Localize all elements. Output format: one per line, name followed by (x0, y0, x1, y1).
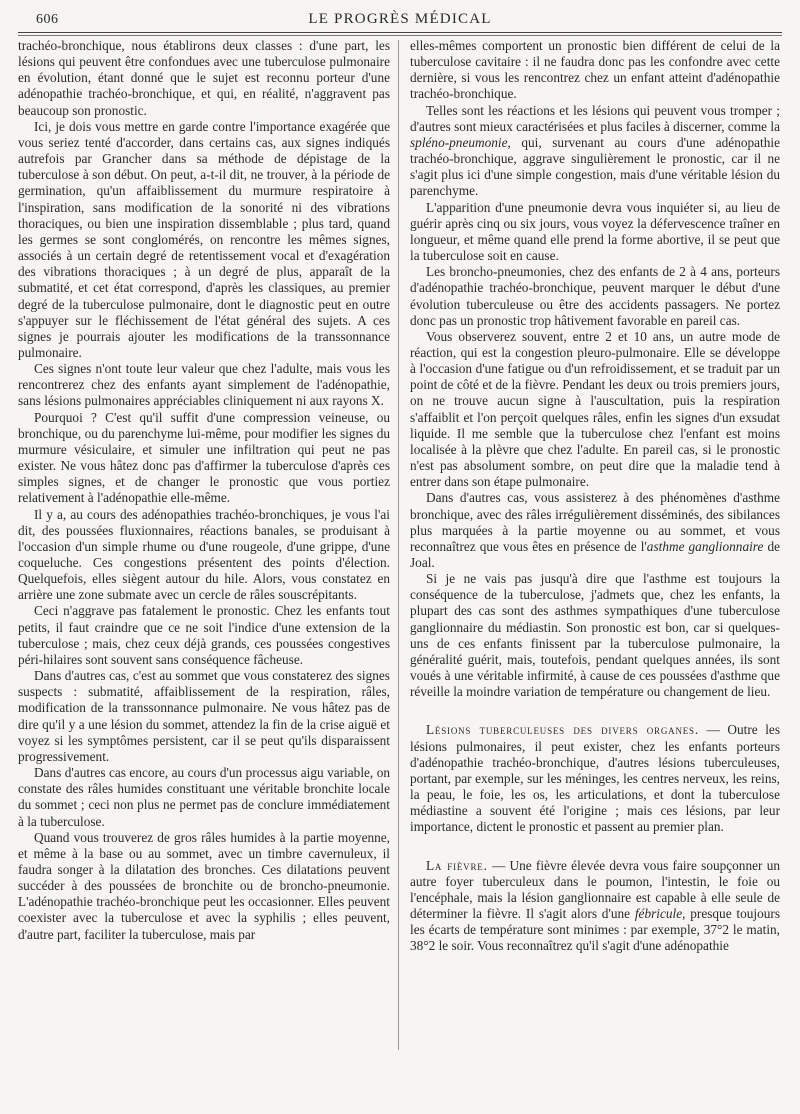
text: , qui, survenant au cours d'une adénopathie trachéo-bronchique, aggrave singulièrement le pronostic, car il ne s'agit plus ici d'une simple congestion, mais d'une véritable lésion du parenchyme. (410, 134, 780, 199)
text: — Outre les lésions pulmonaires, il peut exister, chez les enfants porteurs d'adénopathie trachéo-bronchique, d'autres lésions tuberculeuses, portant, par exemple, sur les méninges, les centres nerveux, les reins, la peau, le foie, les os, les articulations, et dont la tuberculose médiastine a souvent été l'origine ; mais ces lésions, par leur importance, dictent le pronostic et passent au premier plan. (410, 722, 780, 835)
page-number: 606 (36, 12, 59, 27)
paragraph: Les broncho-pneumonies, chez des enfants de 2 à 4 ans, porteurs d'adénopathie trachéo-bronchique, peuvent marquer le début d'une évolution tuberculeuse ou être des accidents passagers. Ne portez donc pas un pronostic trop hâtivement favorable en pareil cas. (410, 264, 780, 328)
section-heading: Lésions tuberculeuses des divers organes. (426, 722, 699, 738)
paragraph: Ici, je dois vous mettre en garde contre l'importance exagérée que vous seriez tenté d'accorder, dans certains cas, aux signes indiqués autrefois par Grancher dans sa méthode de dépistage de la tuberculose à son début. On peut, a-t-il dit, ne trouver, à la période de germination, qu'un affaiblissement du murmure respiratoire à l'inspiration, sans modification de la sonorité ni des vibrations thoraciques, ou bien une inspiration dissemblable ; plus tard, quand les germes se sont conglomérés, on rencontre les mêmes signes, associés à un certain degré de retentissement vocal et d'exagération des vibrations thoraciques ; à un degré de plus, apparaît de la submatité, et cet état correspond, d'après les classiques, au premier degré de la tuberculose pulmonaire, dont le diagnostic peut en outre s'appuyer sur le fléchissement de l'état général des sujets. A ces signes je pourrais ajouter les modifications de la transsonnance pulmonaire. (18, 118, 390, 360)
header-rule (18, 35, 782, 36)
right-column (410, 38, 780, 954)
section-paragraph (410, 858, 780, 955)
paragraph: trachéo-bronchique, nous établirons deux classes : d'une part, les lésions qui peuvent être confondues avec une tuberculose pulmonaire en évolution, étant donné que le sujet est reconnu porteur d'une adénopathie trachéo-bronchique, et qui, en réalité, n'aggravent pas beaucoup son pronostic. (18, 38, 390, 118)
paragraph: Dans d'autres cas encore, au cours d'un processus aigu variable, on constate des râles humides constituant une véritable bronchite locale du sommet ; ceci non plus ne permet pas de conclure immédiatement à la tuberculose. (18, 765, 390, 829)
paragraph: Vous observerez souvent, entre 2 et 10 ans, un autre mode de réaction, qui est la congestion pleuro-pulmonaire. Elle se développe à l'occasion d'une fatigue ou d'un refroidissement, et se traduit par un point de côté et de la fièvre. Pendant les deux ou trois premiers jours, on ne trouve aucun signe à l'auscultation, puis la respiration s'affaiblit et l'on perçoit quelques râles, enfin les signes d'un exsudat liquide. Il me semble que la tuberculose chez l'enfant est moins localisée à la plèvre que chez l'adulte. En pareil cas, si le pronostic n'est pas absolument sombre, on peut dire que la maladie tend à entrer dans son étape pulmonaire. (410, 328, 780, 490)
column-divider (398, 40, 399, 1050)
paragraph (410, 103, 780, 200)
paragraph: Ces signes n'ont toute leur valeur que chez l'adulte, mais vous les rencontrerez chez des enfants ayant simplement de l'adénopathie, sans lésions pulmonaires appréciables cliniquement ni aux rayons X. (18, 361, 390, 409)
emphasis: spléno-pneumonie (410, 134, 508, 150)
paragraph: Quand vous trouverez de gros râles humides à la partie moyenne, et même à la base ou au sommet, avec un timbre cavernuleux, il faudra songer à la dilatation des bronches. Ces dilatations peuvent succéder à des poussées de bronchite ou de broncho-pneumonie. L'adénopathie trachéo-bronchique peut les occasionner. Elles peuvent coexister avec la tuberculose et avec la syphilis ; elles peuvent, d'autre part, faciliter la tuberculose, mais par (18, 829, 390, 942)
paragraph: Ceci n'aggrave pas fatalement le pronostic. Chez les enfants tout petits, il faut craindre que ce ne soit l'indice d'une extension de la tuberculose ; mais, chez ceux déjà grands, ces poussées congestives péri-hilaires sont souvent sans conséquence fâcheuse. (18, 603, 390, 667)
emphasis: fébricule (634, 905, 683, 921)
paragraph: Pourquoi ? C'est qu'il suffit d'une compression veineuse, ou bronchique, ou du parenchyme lui-même, pour modifier les signes du murmure vésiculaire, et simuler une infiltration qui peut ne pas exister. Ne vous hâtez donc pas d'affirmer la tuberculose d'après ces simples signes, et de changer le pronostic que vous portiez relativement à l'adénopathie elle-même. (18, 409, 390, 506)
page-header (18, 8, 782, 33)
paragraph (410, 490, 780, 571)
text: — Une fièvre élevée devra vous faire soupçonner un autre foyer tuberculeux dans le poumon, l'intestin, le foie ou l'encéphale, mais la lésion ganglionnaire est capable à elle seule de déterminer la fièvre. Il s'agit alors d'une (410, 857, 780, 921)
section-heading: La fièvre. (426, 857, 488, 873)
paragraph: Dans d'autres cas, c'est au sommet que vous constaterez des signes suspects : submatité, affaiblissement de la respiration, râles, modification de la transsonnance pulmonaire. Ne vous hâtez pas de dire qu'il y a une lésion du sommet, attendez la fin de la crise aiguë et voyez si les symptômes persistent, car il se peut qu'ils disparaissent progressivement. (18, 668, 390, 764)
paragraph: L'apparition d'une pneumonie devra vous inquiéter si, au lieu de guérir après cinq ou six jours, vous voyez la défervescence traîner en longueur, et même quand elle prend la forme abortive, il se peut que la tuberculose soit en cause. (410, 199, 780, 264)
emphasis: asthme ganglionnaire (646, 538, 764, 554)
left-column (18, 38, 390, 943)
text: de Joal. (410, 538, 780, 570)
text: Dans d'autres cas, vous assisterez à des phénomènes d'asthme bronchique, avec des râles irrégulièrement disséminés, des sibilances plus marquées à la partie moyenne ou au sommet, et vous reconnaîtrez que vous êtes en présence de l' (410, 490, 780, 554)
paragraph: elles-mêmes comportent un pronostic bien différent de celui de la tuberculose cavitaire : il ne faudra donc pas les confondre avec cette dernière, si vous les rencontrez chez un enfant atteint d'adénopathie trachéo-bronchique. (410, 38, 780, 102)
journal-title: LE PROGRÈS MÉDICAL (308, 11, 492, 27)
section-paragraph (410, 722, 780, 835)
paragraph: Il y a, au cours des adénopathies trachéo-bronchiques, je vous l'ai dit, des poussées fluxionnaires, réactions banales, se produisant à l'occasion d'un simple rhume ou d'une rougeole, d'une grippe, d'une coqueluche. Ces congestions présentent des points d'élection. Quelquefois, elles siègent autour du hile. Alors, vous constatez en arrière une zone submate avec un cercle de râles souscrépitants. (18, 506, 390, 603)
text: , presque toujours les écarts de température sont minimes : par exemple, 37°2 le matin, 38°2 le soir. Vous reconnaîtrez qu'il s'agit d'une adénopathie (410, 905, 780, 954)
text: Telles sont les réactions et les lésions qui peuvent vous tromper ; d'autres sont mieux caractérisées et plus faciles à discerner, comme la (410, 102, 780, 134)
paragraph: Si je ne vais pas jusqu'à dire que l'asthme est toujours la conséquence de la tuberculose, j'admets que, chez les enfants, la plupart des cas sont des asthmes sympathiques d'une tuberculose ganglionnaire du médiastin. Son pronostic est bon, car si quelques-uns de ces enfants finissent par la tuberculose pulmonaire, la généralité guérit, mais, toutefois, pendant quelques années, ils sont voués à une véritable infirmité, à cause de ces poussées d'asthme que réveille la moindre variation de température ou changement de lieu. (410, 571, 780, 700)
